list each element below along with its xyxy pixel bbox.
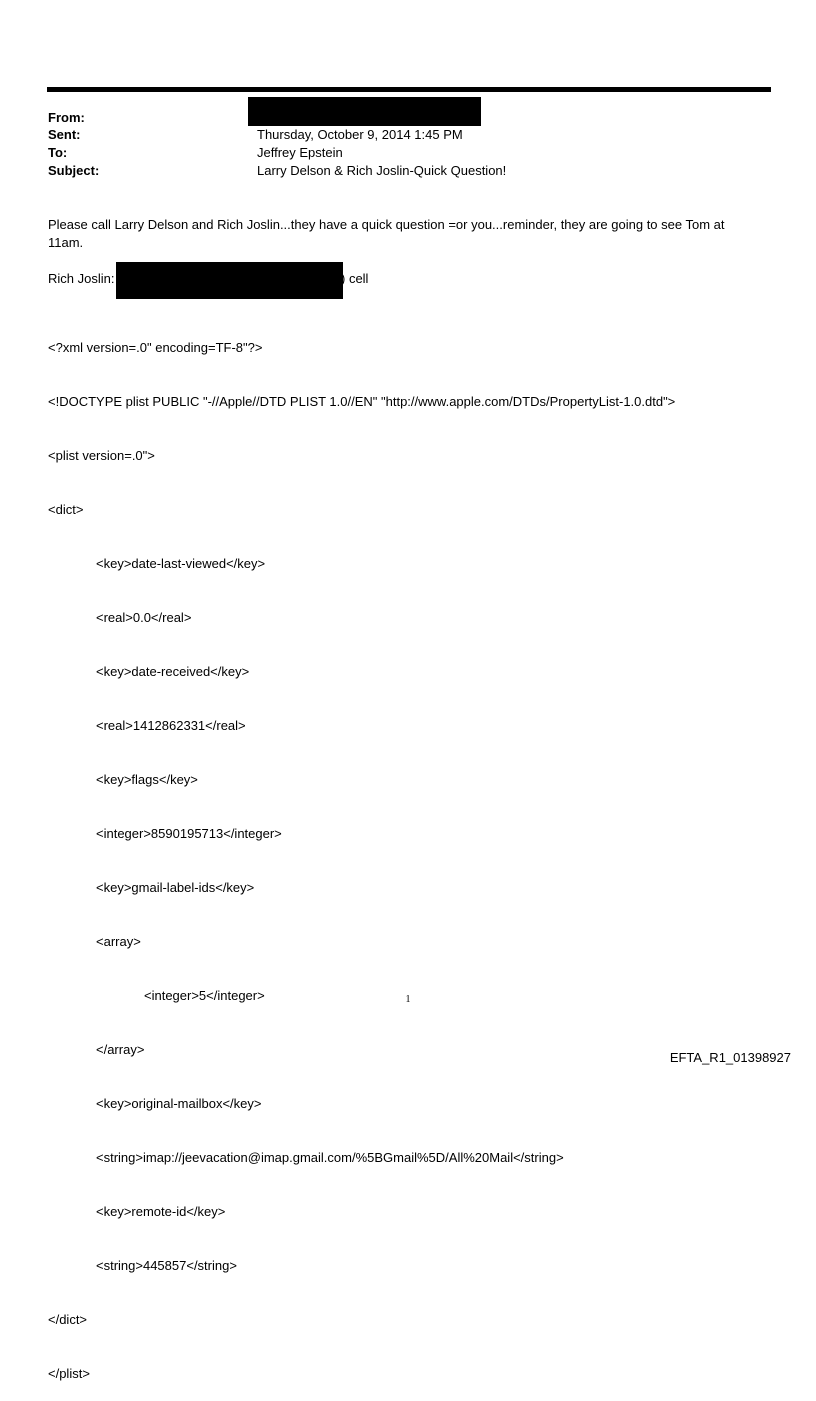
xml-line: <?xml version=.0" encoding=TF-8"?> — [48, 340, 263, 355]
xml-line: <key>flags</key> — [96, 772, 198, 787]
header-rule — [47, 87, 771, 92]
contact-suffix: ) cell — [341, 271, 369, 286]
xml-line: </plist> — [48, 1366, 90, 1381]
xml-line: <dict> — [48, 502, 84, 517]
bates-number: EFTA_R1_01398927 — [669, 1050, 791, 1065]
xml-line: <!DOCTYPE plist PUBLIC "-//Apple//DTD PLIST 1.0//EN" "http://www.apple.com/DTDs/PropertyList-1.0.dtd"> — [48, 394, 676, 409]
xml-line: </array> — [96, 1042, 145, 1057]
subject-value: Larry Delson & Rich Joslin-Quick Question! — [257, 163, 507, 178]
message-paragraph: Please call Larry Delson and Rich Joslin...they have a quick question =or you...reminder, they are going to see Tom at 11am. — [48, 217, 725, 250]
to-value: Jeffrey Epstein — [257, 145, 343, 160]
xml-line: <string>imap://jeevacation@imap.gmail.com/%5BGmail%5D/All%20Mail</string> — [96, 1150, 564, 1165]
xml-line: </dict> — [48, 1312, 88, 1327]
xml-line: <key>date-last-viewed</key> — [96, 556, 266, 571]
from-label: From: — [48, 110, 85, 125]
sent-label: Sent: — [48, 127, 81, 142]
page-number: 1 — [405, 994, 411, 1005]
xml-line: <plist version=.0"> — [48, 448, 155, 463]
phone-redaction — [116, 262, 343, 299]
xml-line: <array> — [96, 934, 141, 949]
xml-line: <key>original-mailbox</key> — [96, 1096, 262, 1111]
xml-line: <real>0.0</real> — [96, 610, 192, 625]
to-label: To: — [48, 145, 68, 160]
xml-line: <key>date-received</key> — [96, 664, 250, 679]
xml-line: <integer>5</integer> — [144, 988, 265, 1003]
contact-label: Rich Joslin: — [48, 271, 115, 286]
xml-line: <real>1412862331</real> — [96, 718, 246, 733]
xml-line: <key>gmail-label-ids</key> — [96, 880, 255, 895]
plist-block — [48, 303, 768, 1401]
xml-line: <string>445857</string> — [96, 1258, 237, 1273]
xml-line: <key>remote-id</key> — [96, 1204, 226, 1219]
from-redaction — [248, 97, 481, 126]
xml-line: <integer>8590195713</integer> — [96, 826, 282, 841]
sent-value: Thursday, October 9, 2014 1:45 PM — [257, 127, 463, 142]
subject-label: Subject: — [48, 163, 100, 178]
